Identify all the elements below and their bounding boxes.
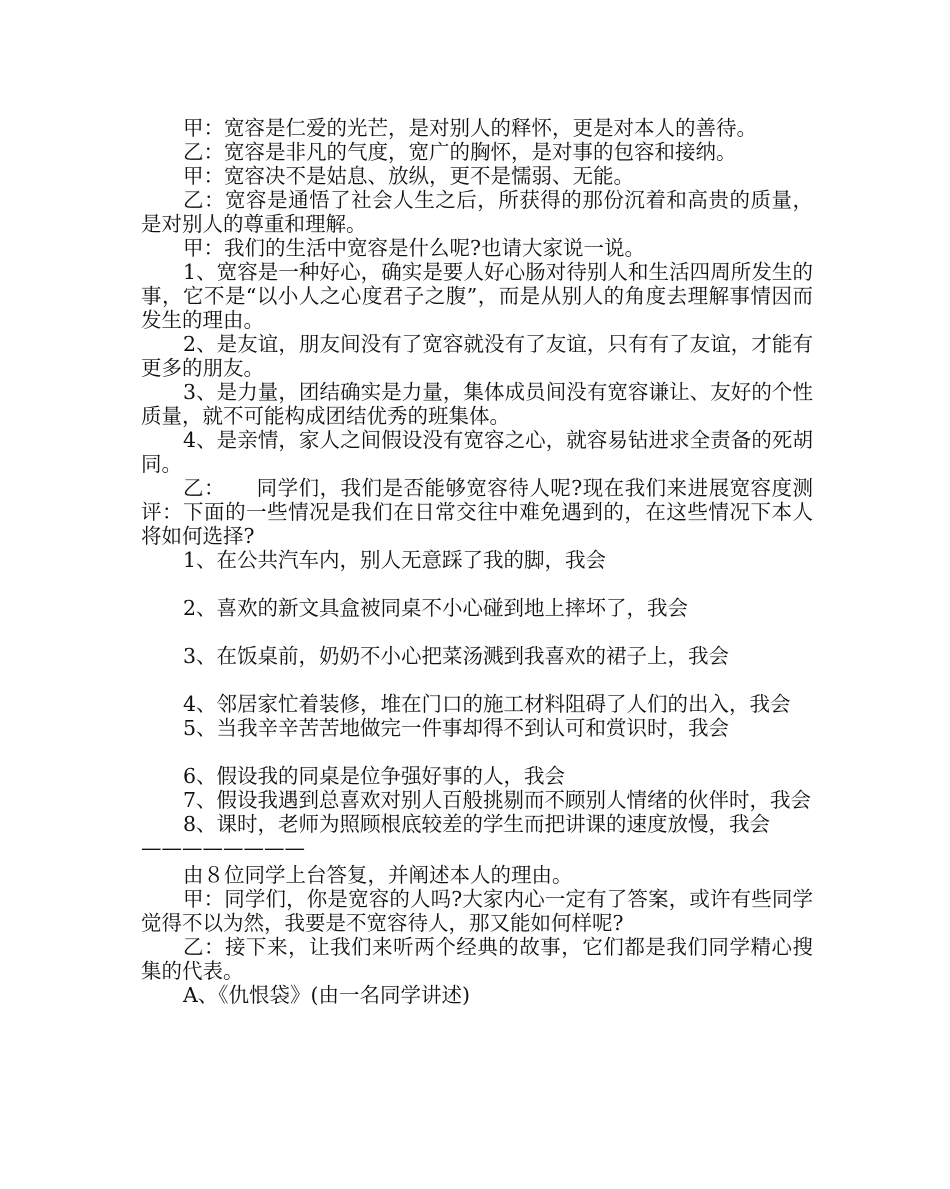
dialogue-paragraph: 甲：同学们，你是宽容的人吗?大家内心一定有了答案，或许有些同学觉得不以为然，我要是不宽容待人，那又能如何样呢?: [141, 887, 813, 935]
story-heading: A、《仇恨袋》(由一名同学讲述): [183, 983, 471, 1007]
survey-question: 5、当我辛辛苦苦地做完一件事却得不到认可和赏识时，我会: [183, 716, 730, 740]
dialogue-paragraph: 甲：我们的生活中宽容是什么呢?也请大家说一说。: [183, 236, 645, 260]
survey-question: 6、假设我的同桌是位争强好事的人，我会: [183, 764, 566, 788]
survey-question: 3、在饭桌前，奶奶不小心把菜汤溅到我喜欢的裙子上，我会: [183, 644, 730, 668]
survey-question: 2、喜欢的新文具盒被同桌不小心碰到地上摔坏了，我会: [183, 596, 689, 620]
survey-question: 7、假设我遇到总喜欢对别人百般挑剔而不顾别人情绪的伙伴时，我会: [183, 788, 812, 812]
answer-blank-line: ————————: [141, 836, 305, 860]
survey-question: 1、在公共汽车内，别人无意踩了我的脚，我会: [183, 548, 607, 572]
dialogue-paragraph: 甲：宽容是仁爱的光芒，是对别人的释怀，更是对本人的善待。: [183, 116, 757, 140]
instruction-paragraph: 由８位同学上台答复，并阐述本人的理由。: [183, 863, 573, 887]
list-paragraph: 3、是力量，团结确实是力量，集体成员间没有宽容谦让、友好的个性质量，就不可能构成团结优秀的班集体。: [141, 380, 813, 428]
document-body: [141, 116, 813, 1007]
survey-question: 4、邻居家忙着装修，堆在门口的施工材料阻碍了人们的出入，我会: [183, 692, 791, 716]
survey-question: 8、课时，老师为照顾根底较差的学生而把讲课的速度放慢，我会: [183, 812, 771, 836]
list-paragraph: 1、宽容是一种好心，确实是要人好心肠对待别人和生活四周所发生的事，它不是“以小人之心度君子之腹”，而是从别人的角度去理解事情因而发生的理由。: [141, 260, 813, 332]
dialogue-paragraph: 乙： 同学们，我们是否能够宽容待人呢?现在我们来进展宽容度测评：下面的一些情况是我们在日常交往中难免遇到的，在这些情况下本人将如何选择?: [141, 476, 813, 548]
dialogue-paragraph: 乙：宽容是非凡的气度，宽广的胸怀，是对事的包容和接纳。: [183, 140, 737, 164]
dialogue-paragraph: 乙：接下来，让我们来听两个经典的故事，它们都是我们同学精心搜集的代表。: [141, 935, 813, 983]
list-paragraph: 2、是友谊，朋友间没有了宽容就没有了友谊，只有有了友谊，才能有更多的朋友。: [141, 332, 813, 380]
list-paragraph: 4、是亲情，家人之间假设没有宽容之心，就容易钻进求全责备的死胡同。: [141, 428, 813, 476]
dialogue-paragraph: 甲：宽容决不是姑息、放纵，更不是懦弱、无能。: [183, 164, 634, 188]
dialogue-paragraph: 乙：宽容是通悟了社会人生之后，所获得的那份沉着和高贵的质量，是对别人的尊重和理解。: [141, 188, 813, 236]
